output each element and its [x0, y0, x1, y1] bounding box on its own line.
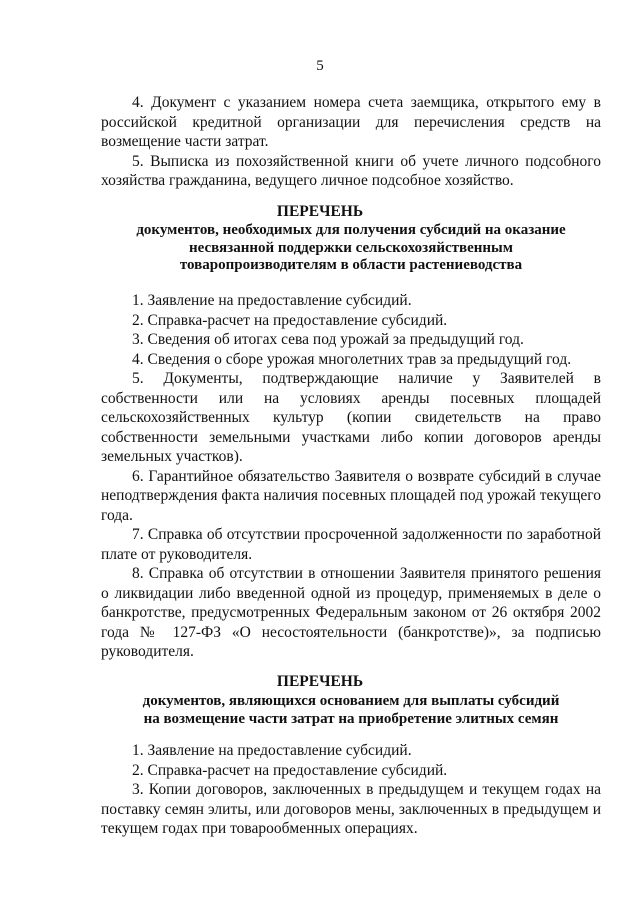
- section2-list: [101, 741, 601, 839]
- list-item: 5. Документы, подтверждающие наличие у Заявителей в собственности или на условиях аренды посевных площадей сельскохозяйственных культур (копии свидетельств на право собственности земельными участками либо копии договоров аренды земельных участков).: [101, 370, 601, 465]
- list-item: 6. Гарантийное обязательство Заявителя о возврате субсидий в случае неподтверждения факта наличия посевных площадей под урожай текущего года.: [101, 467, 601, 524]
- list-item: 1. Заявление на предоставление субсидий.: [132, 292, 412, 309]
- section1-list: [101, 291, 601, 662]
- section1-subtitle-line: несвязанной поддержки сельскохозяйственным: [189, 239, 513, 256]
- section1-subtitle-line: документов, необходимых для получения субсидий на оказание: [136, 222, 566, 238]
- section2-title: ПЕРЕЧЕНЬ: [276, 673, 364, 690]
- intro-paragraph: 5. Выписка из похозяйственной книги об учете личного подсобного хозяйства гражданина, ведущего личное подсобное хозяйство.: [101, 152, 601, 189]
- section2-subtitle-line: документов, являющихся основанием для выплаты субсидий: [142, 693, 560, 709]
- list-item: 7. Справка об отсутствии просроченной задолженности по заработной плате от руководителя.: [101, 526, 601, 563]
- list-item: 2. Справка-расчет на предоставление субсидий.: [132, 761, 448, 779]
- page-number: 5: [316, 58, 324, 74]
- list-item: 8. Справка об отсутствии в отношении Заявителя принятого решения о ликвидации либо введенной одной из процедур, применяемых в деле о банкротстве, предусмотренных Федеральным законом от 26 октября 2002 года № 127-ФЗ «О несостоятельности (банкротстве)», за подписью руководителя.: [101, 565, 601, 660]
- list-item: 4. Сведения о сборе урожая многолетних трав за предыдущий год.: [132, 350, 572, 368]
- section2-subtitle-line: на возмещение части затрат на приобретение элитных семян: [143, 710, 559, 727]
- intro-block: [101, 93, 601, 191]
- section1-subtitle-line: товаропроизводителям в области растениеводства: [179, 257, 523, 273]
- list-item: 1. Заявление на предоставление субсидий.: [132, 742, 412, 759]
- section1-subtitle: [101, 222, 601, 275]
- list-item: 3. Копии договоров, заключенных в предыдущем и текущем годах на поставку семян элиты, или договоров мены, заключенных в предыдущем и текущем годах при товарообменных операциях.: [101, 781, 601, 837]
- section1-title: ПЕРЕЧЕНЬ: [276, 203, 364, 220]
- section2-subtitle: [101, 693, 601, 728]
- list-item: 2. Справка-расчет на предоставление субсидий.: [132, 311, 448, 329]
- list-item: 3. Сведения об итогах сева под урожай за предыдущий год.: [132, 331, 524, 348]
- intro-paragraph: 4. Документ с указанием номера счета заемщика, открытого ему в российской кредитной организации для перечисления средств на возмещение части затрат.: [101, 94, 601, 150]
